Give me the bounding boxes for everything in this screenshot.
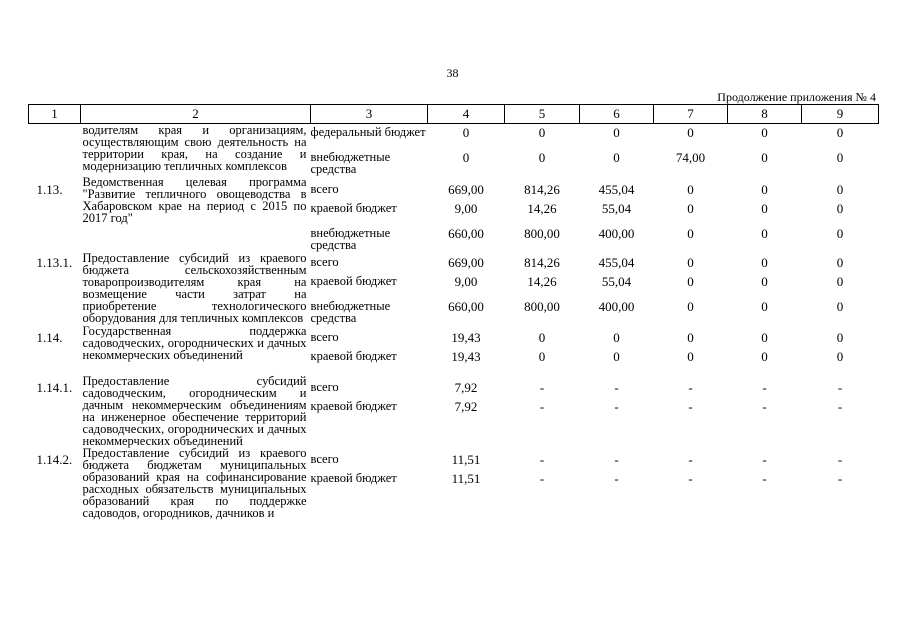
value-column-4: [428, 176, 505, 252]
value-column-5: [505, 375, 580, 447]
value-cell: 0: [687, 274, 694, 289]
value-cell: 0: [836, 150, 844, 165]
value-cell: 0: [836, 255, 844, 270]
value-cell: -: [688, 380, 693, 395]
value-column-5: [505, 252, 580, 325]
value-column-5: [505, 176, 580, 252]
value-cell: -: [614, 452, 619, 467]
value-cell: 0: [687, 182, 694, 197]
value-cell: 800,00: [524, 226, 560, 241]
funding-source-cell: [311, 447, 428, 519]
funding-source: краевой бюджет: [310, 349, 397, 363]
value-cell: 0: [687, 201, 694, 216]
value-cell: 0: [761, 182, 768, 197]
table-row: [29, 176, 879, 252]
value-cell: 0: [761, 125, 768, 140]
table-row: [29, 325, 879, 375]
value-cell: 0: [836, 125, 844, 140]
value-cell: 800,00: [524, 299, 560, 314]
value-cell: -: [837, 471, 843, 486]
value-column-7: [654, 447, 728, 519]
value-cell: 669,00: [448, 182, 484, 197]
row-description: Предоставление субсидий садоводческим, огородническим и дачным некоммерческим объединениям на инженерное обеспечение территорий садоводческих, огороднических и дачных некоммерческих объединений: [82, 374, 307, 448]
value-cell: 660,00: [448, 299, 484, 314]
continuation-label: Продолжение приложения № 4: [717, 90, 876, 104]
column-header: 6: [580, 105, 654, 124]
value-cell: 0: [836, 201, 844, 216]
value-cell: 0: [761, 274, 768, 289]
value-cell: 0: [761, 349, 768, 364]
value-cell: 400,00: [598, 226, 635, 241]
value-cell: 0: [687, 125, 694, 140]
value-column-5: [505, 325, 580, 375]
funding-source: всего: [310, 255, 339, 269]
table-row: [29, 375, 879, 447]
value-cell: 11,51: [451, 471, 481, 486]
row-number: [29, 124, 81, 177]
value-cell: -: [762, 471, 767, 486]
value-column-4: [428, 447, 505, 519]
value-column-6: [580, 375, 654, 447]
value-cell: -: [762, 399, 767, 414]
row-description: Предоставление субсидий из краевого бюджета бюджетам муниципальных образований края на софинансирование расходных обязательств муниципальных образований края по поддержке садоводов, огородников, дачников и: [82, 446, 307, 520]
row-description: Ведомственная целевая программа "Развитие тепличного овощеводства в Хабаровском крае на период с 2015 по 2017 год": [82, 175, 307, 225]
value-column-8: [728, 325, 802, 375]
value-cell: 669,00: [448, 255, 484, 270]
value-column-5: [505, 124, 580, 177]
value-cell: -: [539, 471, 545, 486]
value-cell: -: [688, 399, 693, 414]
value-column-9: [802, 176, 879, 252]
table-row: [29, 124, 879, 177]
value-cell: 0: [538, 330, 546, 345]
value-column-7: [654, 325, 728, 375]
funding-source: федеральный бюджет: [310, 125, 426, 139]
page-number: 38: [446, 66, 459, 80]
funding-source: внебюджетные средства: [310, 299, 391, 325]
funding-source: всего: [310, 182, 339, 196]
value-cell: 0: [761, 330, 768, 345]
value-cell: 19,43: [451, 349, 481, 364]
value-cell: 0: [462, 125, 470, 140]
value-cell: 0: [613, 330, 620, 345]
table-row: [29, 252, 879, 325]
value-column-6: [580, 252, 654, 325]
funding-source-cell: [311, 325, 428, 375]
value-column-8: [728, 176, 802, 252]
funding-source: краевой бюджет: [310, 201, 397, 215]
table-row: [29, 447, 879, 519]
value-cell: 455,04: [598, 182, 635, 197]
value-cell: 0: [687, 226, 694, 241]
funding-source: всего: [310, 452, 339, 466]
value-cell: -: [837, 380, 843, 395]
value-column-7: [654, 176, 728, 252]
value-cell: 0: [836, 182, 844, 197]
value-cell: 814,26: [524, 255, 560, 270]
value-cell: 0: [836, 349, 844, 364]
value-column-6: [580, 325, 654, 375]
value-column-6: [580, 176, 654, 252]
value-cell: 0: [613, 125, 620, 140]
value-cell: -: [762, 452, 767, 467]
value-cell: 55,04: [601, 201, 632, 216]
value-cell: 455,04: [598, 255, 635, 270]
value-column-8: [728, 124, 802, 177]
row-number: 1.14.1.: [36, 380, 73, 395]
value-column-7: [654, 252, 728, 325]
value-cell: 0: [462, 150, 470, 165]
value-cell: -: [539, 380, 545, 395]
value-cell: 0: [761, 150, 768, 165]
row-description: Предоставление субсидий из краевого бюджета сельскохозяйственным товаропроизводителям края на возмещение части затрат на приобретение технологического оборудования для тепличных комплексов: [82, 251, 307, 325]
value-column-6: [580, 447, 654, 519]
value-column-9: [802, 124, 879, 177]
value-cell: 0: [836, 226, 844, 241]
column-header: 4: [428, 105, 505, 124]
value-cell: -: [539, 399, 545, 414]
column-header: 8: [728, 105, 802, 124]
funding-source: внебюджетные средства: [310, 150, 391, 176]
value-cell: -: [614, 380, 619, 395]
funding-source: всего: [310, 330, 339, 344]
value-column-9: [802, 252, 879, 325]
value-cell: -: [762, 380, 767, 395]
value-column-7: [654, 124, 728, 177]
row-description: Государственная поддержка садоводческих, огороднических и дачных некоммерческих объединений: [82, 324, 307, 362]
budget-table: [28, 104, 879, 519]
value-cell: 0: [538, 150, 546, 165]
funding-source-cell: [311, 124, 428, 177]
row-description: водителям края и организациям, осуществляющим свою деятельность на территории края, на создание и модернизацию тепличных комплексов: [82, 123, 307, 173]
value-cell: -: [837, 399, 843, 414]
row-number: 1.13.: [36, 182, 63, 197]
value-cell: -: [614, 471, 619, 486]
row-number: 1.13.1.: [36, 255, 73, 270]
value-cell: 0: [761, 226, 768, 241]
value-cell: 0: [687, 299, 694, 314]
value-cell: -: [688, 471, 693, 486]
value-cell: 7,92: [454, 399, 478, 414]
value-column-9: [802, 447, 879, 519]
value-cell: 0: [761, 299, 768, 314]
value-cell: 55,04: [601, 274, 632, 289]
column-header: 5: [505, 105, 580, 124]
column-header: 7: [654, 105, 728, 124]
value-cell: 0: [836, 299, 844, 314]
value-cell: -: [539, 452, 545, 467]
value-cell: 400,00: [598, 299, 635, 314]
column-header: 9: [802, 105, 879, 124]
value-column-9: [802, 325, 879, 375]
header-row: [29, 105, 879, 124]
value-column-4: [428, 375, 505, 447]
value-cell: 9,00: [454, 274, 478, 289]
value-column-4: [428, 124, 505, 177]
value-cell: 9,00: [454, 201, 478, 216]
table-body: [29, 124, 879, 520]
value-cell: 0: [687, 330, 694, 345]
column-header: 2: [81, 105, 311, 124]
value-cell: 814,26: [524, 182, 560, 197]
funding-source-cell: [311, 252, 428, 325]
value-cell: 0: [836, 330, 844, 345]
value-column-8: [728, 252, 802, 325]
value-cell: -: [614, 399, 619, 414]
column-header: 1: [29, 105, 81, 124]
value-cell: 74,00: [675, 150, 706, 165]
value-cell: 0: [761, 255, 768, 270]
column-header: 3: [311, 105, 428, 124]
funding-source: краевой бюджет: [310, 399, 397, 413]
value-cell: -: [688, 452, 693, 467]
value-cell: 19,43: [451, 330, 481, 345]
value-cell: 0: [613, 349, 620, 364]
value-cell: 0: [538, 349, 546, 364]
value-cell: -: [837, 452, 843, 467]
funding-source-cell: [311, 375, 428, 447]
value-cell: 0: [538, 125, 546, 140]
value-cell: 0: [687, 255, 694, 270]
value-cell: 0: [613, 150, 620, 165]
value-column-4: [428, 325, 505, 375]
funding-source: краевой бюджет: [310, 274, 397, 288]
value-cell: 0: [836, 274, 844, 289]
funding-source: внебюджетные средства: [310, 226, 391, 252]
value-column-8: [728, 447, 802, 519]
funding-source-cell: [311, 176, 428, 252]
value-column-4: [428, 252, 505, 325]
value-cell: 14,26: [527, 201, 557, 216]
funding-source: краевой бюджет: [310, 471, 397, 485]
value-column-7: [654, 375, 728, 447]
value-column-6: [580, 124, 654, 177]
value-column-9: [802, 375, 879, 447]
value-column-5: [505, 447, 580, 519]
value-cell: 0: [761, 201, 768, 216]
value-column-8: [728, 375, 802, 447]
funding-source: всего: [310, 380, 339, 394]
value-cell: 7,92: [454, 380, 478, 395]
row-number: 1.14.: [36, 330, 63, 345]
value-cell: 14,26: [527, 274, 557, 289]
value-cell: 0: [687, 349, 694, 364]
value-cell: 660,00: [448, 226, 484, 241]
value-cell: 11,51: [451, 452, 481, 467]
row-number: 1.14.2.: [36, 452, 73, 467]
